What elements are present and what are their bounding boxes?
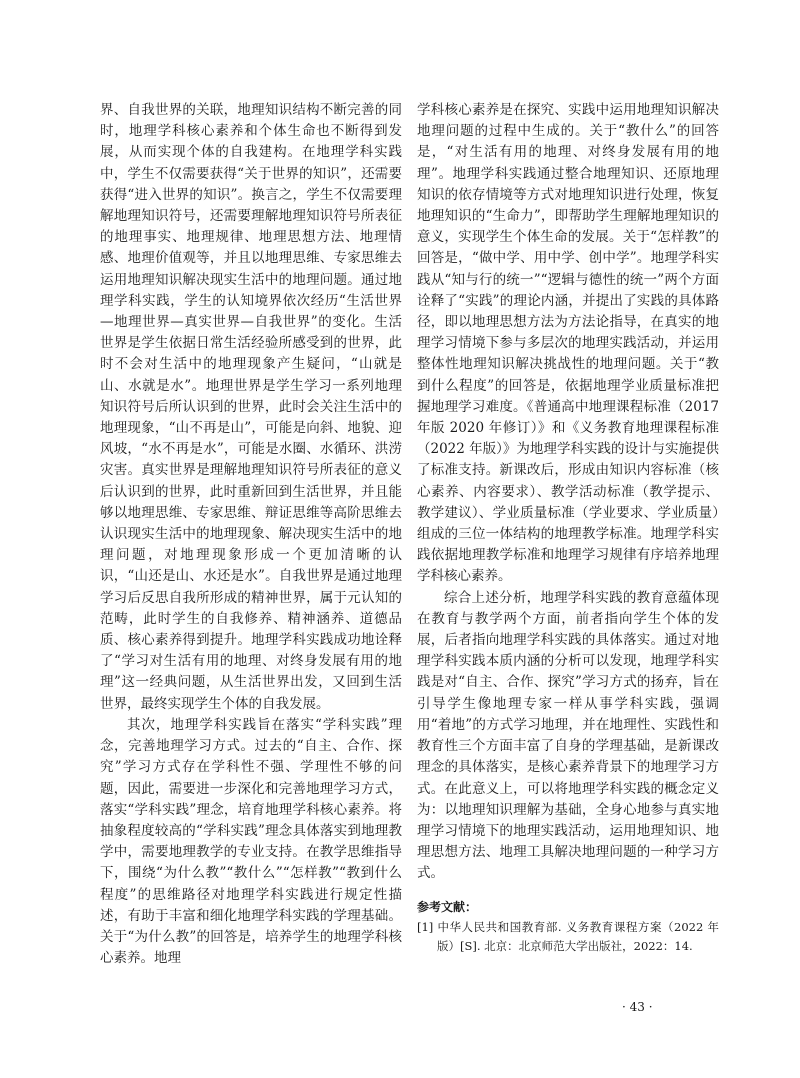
- paragraph: 其次，地理学科实践旨在落实“学科实践”理念，完善地理学习方式。过去的“自主、合作、探究”学习方式存在学科性不强、学理性不够的问题，因此，需要进一步深化和完善地理学习方式，落实“学科实践”理念，培育地理学科核心素养。将抽象程度较高的“学科实践”理念具体落实到地理教学中，需要地理教学的专业支持。在教学思维指导下，围绕“为什么教”“教什么”“怎样教”“教到什么程度”的思维路径对地理学科实践进行规定性描述，有助于丰富和细化地理学科实践的学理基础。关于“为什么教”的回答是，培养学生的地理学科核心素养。地理: [100, 716, 402, 967]
- references-heading: 参考文献：: [417, 899, 478, 914]
- reference-item: [1] 中华人民共和国教育部. 义务教育课程方案（2022 年版）[S]. 北京：北京师范大学出版社，2022：14.: [417, 919, 719, 953]
- paragraph-continued: 学科核心素养是在探究、实践中运用地理知识解决地理问题的过程中生成的。关于“教什么”的回答是，“对生活有用的地理、对终身发展有用的地理”。地理学科实践通过整合地理知识、还原地理知识的依存情境等方式对地理知识进行处理，恢复地理知识的“生命力”，即帮助学生理解地理知识的意义，实现学生个体生命的发展。关于“怎样教”的回答是，“做中学、用中学、创中学”。地理学科实践从“知与行的统一”“逻辑与德性的统一”两个方面诠释了“实践”的理论内涵，并提出了实践的具体路径，即以地理思想方法为方法论指导，在真实的地理学习情境下参与多层次的地理实践活动，并运用整体性地理知识解决挑战性的地理问题。关于“教到什么程度”的回答是，依据地理学业质量标准把握地理学习难度。《普通高中地理课程标准（2017 年版 2020 年修订）》和《义务教育地理课程标准（2022 年版）》为地理学科实践的设计与实施提供了标准支持。新课改后，形成由知识内容标准（核心素养、内容要求）、教学活动标准（教学提示、教学建议）、学业质量标准（学业要求、学业质量）组成的三位一体结构的地理教学标准。地理学科实践依据地理教学标准和地理学习规律有序培养地理学科核心素养。: [417, 102, 719, 585]
- references-section: [417, 897, 719, 956]
- paragraph: 综合上述分析，地理学科实践的教育意蕴体现在教育与教学两个方面，前者指向学生个体的发展，后者指向地理学科实践的具体落实。通过对地理学科实践本质内涵的分析可以发现，地理学科实践是对“自主、合作、探究”学习方式的扬弃，旨在引导学生像地理专家一样从事学科实践，强调用“着地”的方式学习地理，并在地理性、实践性和教育性三个方面丰富了自身的学理基础，是新课改理念的具体落实，是核心素养背景下的地理学习方式。在此意义上，可以将地理学科实践的概念定义为：以地理知识理解为基础，全身心地参与真实地理学习情境下的地理实践活动，运用地理知识、地理思想方法、地理工具解决地理问题的一种学习方式。: [417, 589, 719, 882]
- right-column: [417, 100, 719, 956]
- page-number: · 43 ·: [622, 1000, 653, 1014]
- left-column: [100, 100, 402, 969]
- paragraph-continued: 界、自我世界的关联，地理知识结构不断完善的同时，地理学科核心素养和个体生命也不断得到发展，从而实现个体的自我建构。在地理学科实践中，学生不仅需要获得“关于世界的知识”，还需要获得“进入世界的知识”。换言之，学生不仅需要理解地理知识符号，还需要理解地理知识符号所表征的地理事实、地理规律、地理思想方法、地理情感、地理价值观等，并且以地理思维、专家思维去运用地理知识解决现实生活中的地理问题。通过地理学科实践，学生的认知境界依次经历“生活世界—地理世界—真实世界—自我世界”的变化。生活世界是学生依据日常生活经验所感受到的世界，此时不会对生活中的地理现象产生疑问，“山就是山、水就是水”。地理世界是学生学习一系列地理知识符号后所认识到的世界，此时会关注生活中的地理现象，“山不再是山”，可能是向斜、地貌、迎风坡，“水不再是水”，可能是水圈、水循环、洪涝灾害。真实世界是理解地理知识符号所表征的意义后认识到的世界，此时重新回到生活世界，并且能够以地理思维、专家思维、辩证思维等高阶思维去认识现实生活中的地理现象、解决现实生活中的地理问题，对地理现象形成一个更加清晰的认识，“山还是山、水还是水”。自我世界是通过地理学习后反思自我所形成的精神世界，属于元认知的范畴，此时学生的自我修养、精神涵养、道德品质、核心素养得到提升。地理学科实践成功地诠释了“学习对生活有用的地理、对终身发展有用的地理”这一经典问题，从生活世界出发，又回到生活世界，最终实现学生个体的自我发展。: [100, 102, 402, 712]
